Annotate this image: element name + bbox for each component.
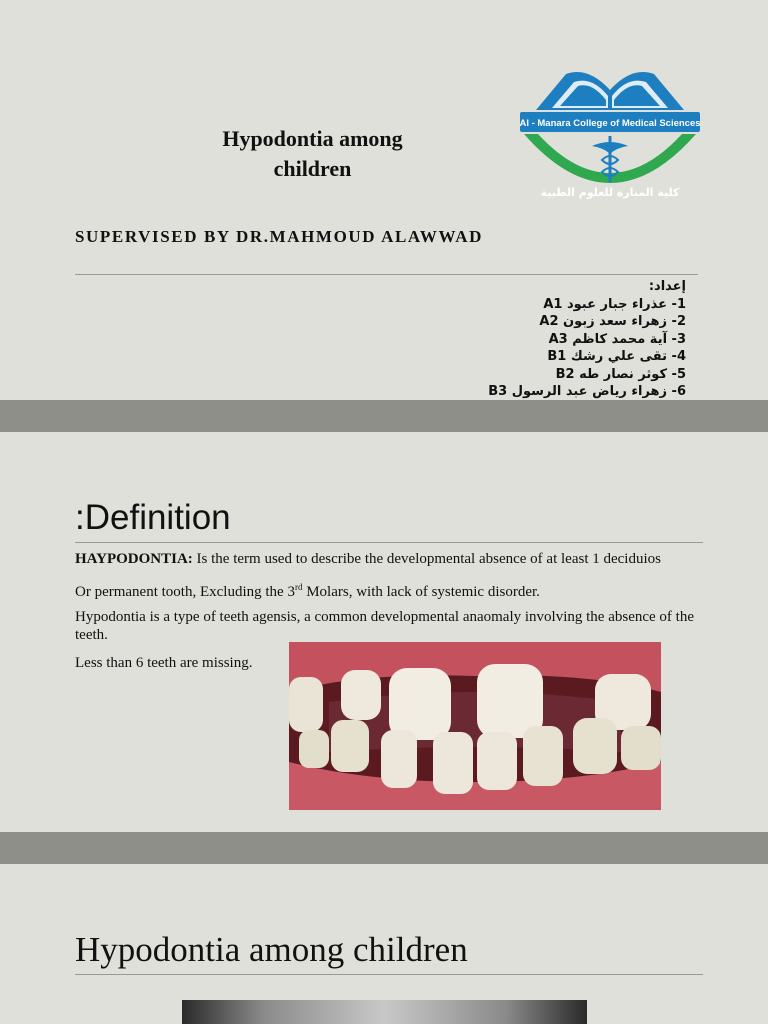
teeth-photo bbox=[289, 642, 661, 810]
author-item: 1- عذراء جبار عبود A1 bbox=[543, 296, 686, 312]
logo-english-text: Al - Manara College of Medical Sciences bbox=[519, 118, 701, 129]
divider bbox=[75, 274, 698, 275]
author-item: 2- زهراء سعد زبون A2 bbox=[539, 314, 686, 329]
definition-slide bbox=[0, 432, 768, 832]
authors-list bbox=[326, 278, 686, 400]
supervisor-line: SUPERVISED BY DR.MAHMOUD ALAWWAD bbox=[75, 227, 483, 246]
divider bbox=[75, 974, 703, 975]
author-item: 3- آية محمد كاظم A3 bbox=[548, 331, 686, 347]
title-slide bbox=[0, 0, 768, 400]
definition-paragraph bbox=[75, 550, 710, 568]
author-item: 6- زهراء رياض عبد الرسول B3 bbox=[488, 384, 686, 399]
definition-paragraph-2 bbox=[75, 578, 710, 601]
slide-title: Hypodontia among children bbox=[75, 930, 468, 969]
slide-title: :Definition bbox=[75, 498, 231, 537]
type-paragraph: Hypodontia is a type of teeth agensis, a common developmental anaomaly involving the absence of the teeth. bbox=[75, 609, 694, 643]
college-logo bbox=[516, 62, 704, 206]
definition-text: Molars, with lack of systemic disorder. bbox=[302, 584, 540, 600]
overview-slide bbox=[0, 864, 768, 1024]
xray-image bbox=[182, 1000, 587, 1024]
authors-heading: إعداد: bbox=[648, 279, 686, 294]
presentation-title: Hypodontia among children bbox=[222, 126, 403, 181]
definition-text: Is the term used to describe the developmental absence of at least 1 deciduios bbox=[192, 551, 661, 567]
missing-teeth-paragraph: Less than 6 teeth are missing. bbox=[75, 655, 253, 671]
definition-text: Or permanent tooth, Excluding the 3 bbox=[75, 584, 295, 600]
term-label: HAYPODONTIA: bbox=[75, 551, 193, 567]
logo-arabic-text: كلية المنارة للعلوم الطبية bbox=[540, 186, 680, 199]
superscript: rd bbox=[294, 582, 303, 592]
author-item: 4- تقى علي رشك B1 bbox=[547, 349, 686, 364]
author-item: 5- كوثر نصار طه B2 bbox=[555, 366, 686, 382]
divider bbox=[75, 542, 703, 543]
